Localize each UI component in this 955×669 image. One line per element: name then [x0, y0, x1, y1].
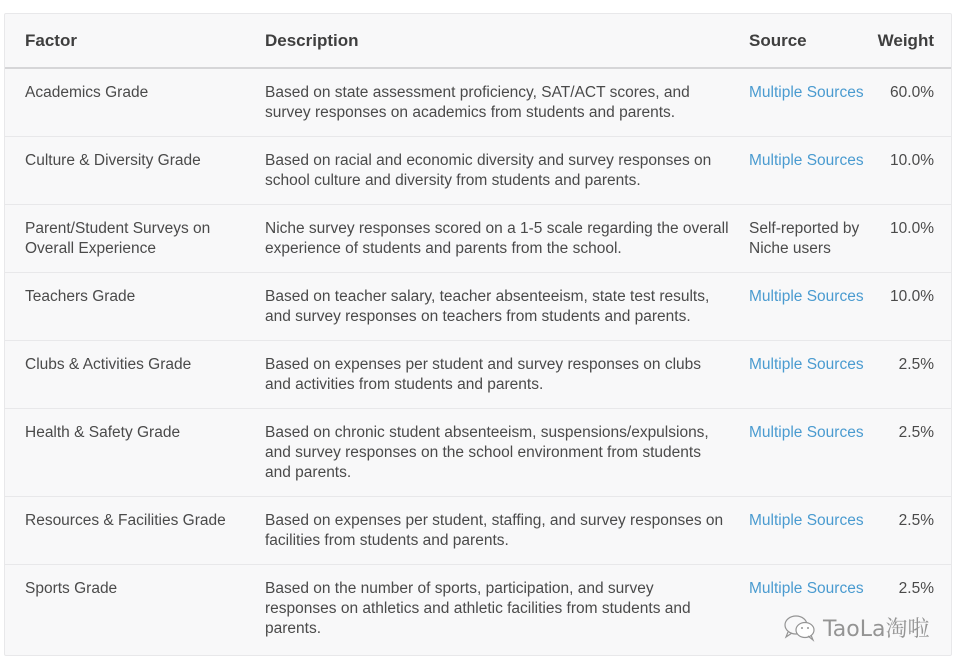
source-link[interactable]: Multiple Sources — [749, 512, 864, 529]
description-cell: Based on state assessment proficiency, SAT/ACT scores, and survey responses on academics from students and parents. — [265, 84, 690, 121]
watermark — [783, 612, 929, 643]
weight-cell: 2.5% — [898, 424, 934, 441]
source-link[interactable]: Multiple Sources — [749, 288, 864, 305]
table-row — [5, 205, 951, 273]
wechat-icon — [783, 614, 817, 642]
source-text: Self-reported by Niche users — [749, 220, 860, 257]
header-source: Source — [749, 14, 869, 68]
weight-cell: 60.0% — [890, 84, 934, 101]
description-cell: Based on teacher salary, teacher absenteeism, state test results, and survey responses on teachers from students and parents. — [265, 288, 710, 325]
description-cell: Based on expenses per student and survey responses on clubs and activities from students and parents. — [265, 356, 701, 393]
header-factor: Factor — [5, 14, 265, 68]
table-row — [5, 341, 951, 409]
weight-cell: 2.5% — [898, 580, 934, 597]
factor-cell: Parent/Student Surveys on Overall Experience — [25, 220, 211, 257]
table-row — [5, 273, 951, 341]
description-cell: Niche survey responses scored on a 1-5 scale regarding the overall experience of students and parents from the school. — [265, 220, 729, 257]
source-link[interactable]: Multiple Sources — [749, 424, 864, 441]
factor-cell: Resources & Facilities Grade — [25, 512, 226, 529]
table-header-row — [5, 14, 951, 68]
source-link[interactable]: Multiple Sources — [749, 152, 864, 169]
weight-cell: 10.0% — [890, 152, 934, 169]
table-row — [5, 409, 951, 497]
factor-cell: Academics Grade — [25, 84, 149, 101]
table-row — [5, 497, 951, 565]
weight-cell: 2.5% — [898, 512, 934, 529]
ranking-factors-table — [5, 14, 951, 652]
source-link[interactable]: Multiple Sources — [749, 580, 864, 597]
header-weight: Weight — [869, 14, 951, 68]
weight-cell: 2.5% — [898, 356, 934, 373]
header-description: Description — [265, 14, 749, 68]
factor-cell: Clubs & Activities Grade — [25, 356, 192, 373]
ranking-factors-card — [4, 13, 952, 656]
table-body — [5, 68, 951, 652]
table-row — [5, 137, 951, 205]
description-cell: Based on racial and economic diversity and survey responses on school culture and diversity from students and parents. — [265, 152, 712, 189]
description-cell: Based on expenses per student, staffing, and survey responses on facilities from students and parents. — [265, 512, 724, 549]
factor-cell: Culture & Diversity Grade — [25, 152, 201, 169]
weight-cell: 10.0% — [890, 288, 934, 305]
table-row — [5, 68, 951, 137]
watermark-text: TaoLa淘啦 — [823, 617, 930, 642]
source-link[interactable]: Multiple Sources — [749, 356, 864, 373]
description-cell: Based on chronic student absenteeism, suspensions/expulsions, and survey responses on the school environment from students and parents. — [265, 424, 709, 481]
source-link[interactable]: Multiple Sources — [749, 84, 864, 101]
description-cell: Based on the number of sports, participation, and survey responses on athletics and athletic facilities from students and parents. — [265, 580, 691, 637]
factor-cell: Teachers Grade — [25, 288, 136, 305]
factor-cell: Health & Safety Grade — [25, 424, 181, 441]
factor-cell: Sports Grade — [25, 580, 118, 597]
weight-cell: 10.0% — [890, 220, 934, 237]
